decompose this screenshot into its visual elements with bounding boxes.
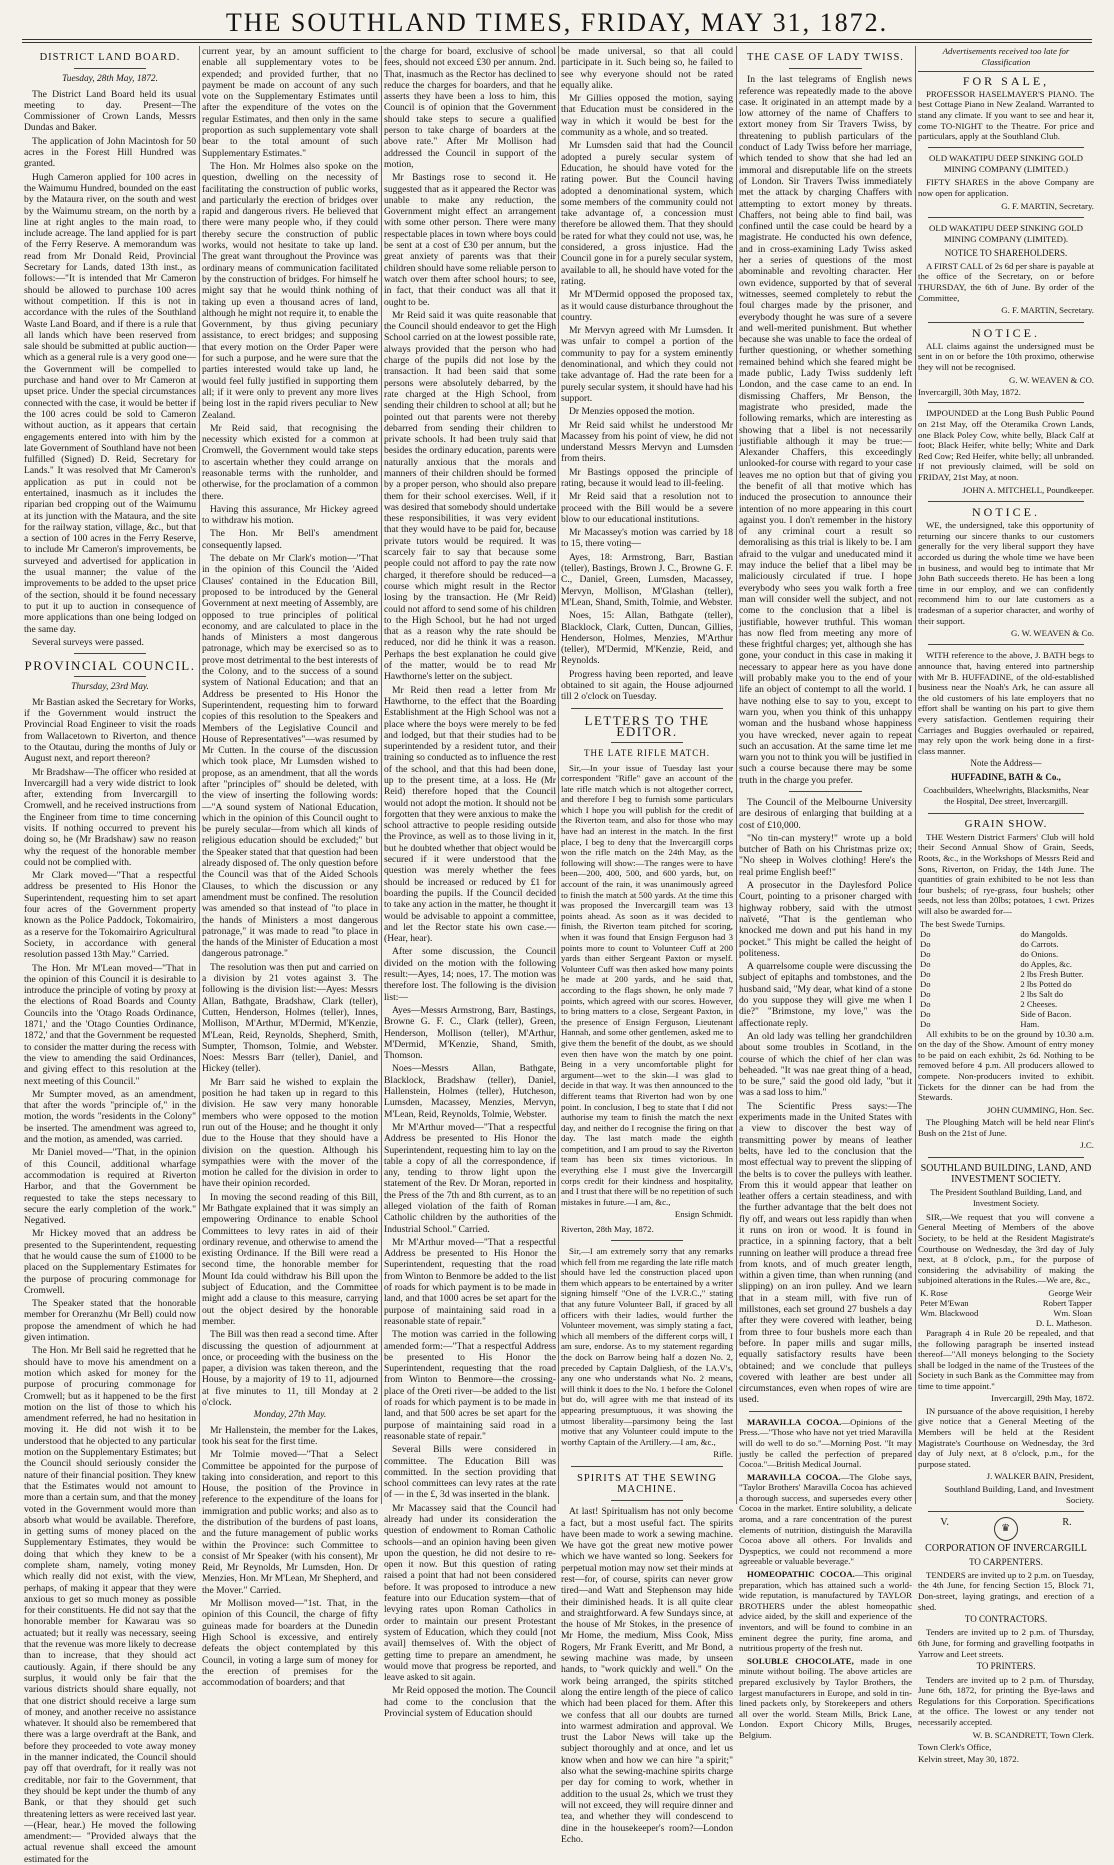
crest-icon: ♛ bbox=[994, 1517, 1018, 1541]
prize-col-b: do Carrots. bbox=[1020, 938, 1059, 949]
ad-text: WITH reference to the above, J. BATH begs to announce that, having entered into partnership with Mr B. HUFFADINE, of the old-established business near the Noah's Ark, he can assure all the old customers of his late employers that no effort shall be wanting on his part to give them every satisfaction. Gentlemen requiring their Carriages and Buggies overhauled or repaired, may rely upon the work being done in a first-class manner. bbox=[918, 650, 1094, 756]
divider bbox=[74, 676, 146, 677]
article-heading: THE CASE OF LADY TWISS. bbox=[747, 52, 904, 63]
paragraph: Mr Reid said whilst he understood Mr Macassey from his point of view, he did not understand Messrs Mervyn and Lumsden from theirs. bbox=[561, 419, 733, 465]
prize-row bbox=[918, 929, 1094, 939]
paragraph: Mr Reid opposed the motion. The Council had come to the conclusion that the Provincial system of Education should bbox=[384, 1685, 556, 1720]
prize-col-b: do Apples, &c. bbox=[1020, 958, 1072, 969]
prize-col-a: Do bbox=[920, 968, 931, 979]
cipher-letter: R. bbox=[1062, 1517, 1072, 1529]
paragraph: Mr Barr said he wished to explain the position he had taken up in regard to this division. He saw very many honorable members who were opposed to the motion run out of the House; and he thought it only due to the House that they should have a division on the question. Although his sympathies were with the mover of the motion he called for the division in order to have their opinion recorded. bbox=[202, 1076, 378, 1190]
divider bbox=[928, 644, 1084, 645]
divider bbox=[611, 742, 683, 743]
ad-signature: G. W. WEAVEN & CO. bbox=[1009, 374, 1094, 385]
paragraph: The Scientific Press says:—The experiments made in the United States with a view to discover the best way of transmitting power by means of leather belts, have led to the conclusion that the most effectual way to prevent the slipping of the belts is to cover the pulleys with leather. From this it would appear that leather on leather offers a certain steadiness, and with the further advantage that the belt does not fly off, and wears out less rapidly than when it runs on iron or wood. It is found in practice, in a spinning factory, that a belt running on leather will produce a thread free from knots, and of much greater length, within a given time, than when running (and slipping) on an iron pulley. And we learn that in a steam mill, with five run of millstones, each set ground 27 bushels a day after they were covered with leather, being from three to four bushels more each than before. In paper mills and sugar mills, equally satisfactory results have been obtained; and we conclude that pulleys covered with leather are best under all circumstances, even when ropes of wire are used. bbox=[739, 1100, 912, 1406]
paragraph: The Bill was then read a second time. After discussing the question of adjournment at once, or proceeding with the business on the paper, a division was taken thereon, and the House, by a majority of 19 to 11, adjourned at five minutes to 11, till Monday at 2 o'clock. bbox=[202, 1329, 378, 1409]
prize-row bbox=[918, 959, 1094, 969]
ad-signature: J. WALKER BAIN, President, bbox=[986, 1471, 1094, 1482]
prize-col-b: do Onions. bbox=[1020, 948, 1059, 959]
signatory-left: Peter M'Ewan bbox=[920, 1297, 969, 1308]
ad-title: MARAVILLA COCOA. bbox=[747, 1416, 842, 1427]
ad-text: All exhibits to be on the ground by 10.30 a.m. on the day of the Show. Amount of entry money to be paid on each exhibit, 2s 6d. Nothing to be removed before 4 p.m. All producers allowed to compete. Non-producers invited to exhibit. Tickets for the dinner can be had from the Stewards. bbox=[918, 1028, 1094, 1103]
ad-date: Invercargill, 29th May, 1872. bbox=[991, 1393, 1094, 1404]
ad-title: GRAIN SHOW. bbox=[964, 817, 1048, 830]
paragraph: An old lady was telling her grandchildren about some troubles in Scotland, in the course of which the chief of her clan was beheaded. "It was nae great thing of a head, to be sure," said the good old lady, "but it was a sad loss to him." bbox=[739, 1030, 912, 1099]
ad-text: made in one minute without boiling. The above articles are prepared exclusively by Taylor Brothers, the largest manufacturers in Europe, and sold in tin-lined packets only, by Storekeepers and others all over the world. Steam Mills, Brick Lane, London. Export Chicory Mills, Bruges, Belgium. bbox=[739, 1655, 912, 1740]
divider bbox=[789, 791, 862, 792]
ad-text: Tenders are invited up to 2 p.m. of Thursday, 6th June, for forming and gravelling footpaths in Yarrow and Leet streets. bbox=[918, 1627, 1094, 1659]
ad-addressee: The President Southland Building, Land, and Investment Society. bbox=[930, 1188, 1082, 1209]
paragraph: Mr Sumpter moved, as an amendment, that after the words "principle of," in the motion, the words "residents in the Colony" be inserted. The amendment was agreed to, and the motion, as amended, was carried. bbox=[24, 1088, 196, 1146]
ad-title: SOUTHLAND BUILDING, LAND, AND INVESTMENT SOCIETY. bbox=[920, 1162, 1092, 1185]
prize-row bbox=[918, 989, 1094, 999]
prize-row bbox=[918, 999, 1094, 1009]
paragraph: Dr Menzies opposed the motion. bbox=[569, 406, 695, 418]
paragraph: Progress having been reported, and leave obtained to sit again, the House adjourned till 2 o'clock on Tuesday. bbox=[561, 668, 733, 703]
paragraph: The Hon. Mr M'Lean moved—"That in the opinion of this Council it is desirable to introduce the principle of voting by proxy at the elections of Road Boards and County Councils into the 'Otago Roads Ordinance, 1871,' and the 'Otago Counties Ordinance, 1872,' and that the Government be requested to consider the matter during the recess with the view to amending the said Ordinances, and giving effect to this resolution at the next meeting of this Council." bbox=[24, 962, 196, 1087]
ad-subtitle: TO PRINTERS. bbox=[976, 1661, 1036, 1672]
chocolate-ad bbox=[739, 1656, 912, 1741]
prize-col-a: Do bbox=[920, 998, 931, 1009]
prize-col-b bbox=[1018, 919, 1094, 929]
prize-row bbox=[918, 919, 1094, 929]
ad-text: THE Western District Farmers' Club will hold their Second Annual Show of Grain, Seeds, Roots, &c., in the Workshops of Messrs Reid and Sons, Riverton, on Friday, the 14th June. The quantities of grain exhibited to be not less than four bushels; of rye-grass, four bushels; other seeds, not less than 20lbs; potatoes, 1 cwt. Prizes will also be awarded for— bbox=[918, 831, 1094, 917]
ad-signature: J.C. bbox=[1080, 1140, 1094, 1151]
ad-text: The Ploughing Match will be held near Flint's Bush on the 21st of June. bbox=[918, 1117, 1094, 1138]
article-date: Monday, 27th May. bbox=[253, 1410, 327, 1421]
divider bbox=[749, 1411, 902, 1412]
column-2 bbox=[202, 46, 379, 1689]
paragraph: Ayes—Messrs Armstrong, Barr, Bastings, Browne G. F. C., Clark (teller), Green, Henderson, Mollison (teller), M'Arthur, M'Dermid, M'Kenzie, Shand, Smith, Thomson. bbox=[384, 1004, 556, 1062]
ad-text: WE, the undersigned, take this opportunity of returning our sincere thanks to our customers generally for the very liberal support they have accorded us during the whole time we have been in business, and would beg to intimate that Mr John Bath succeeds thereto. He has been a long time in our employ, and we can confidently recommend him to our late customers as a tradesman of a superior character, and worthy of their support. bbox=[918, 520, 1094, 626]
paragraph: Mr Lumsden said that had the Council adopted a purely secular system of Education, he should have voted for the rating power. But the Council having adopted a denominational system, which some members of the community could not take advantage of, a concession must therefore be allowed them. That they should be rated for what they could not use, was, he considered, a gross injustice. Had the Council gone in for a purely secular system, available to all, he should have voted for the rating. bbox=[561, 140, 733, 287]
letter-dateline: Riverton, 28th May, 1872. bbox=[561, 1223, 654, 1234]
column-4 bbox=[561, 46, 733, 1845]
signatories bbox=[918, 1288, 1094, 1328]
paragraph: Mr Bastian asked the Secretary for Works, if the Government would instruct the Provincial Road Engineer to visit the roads from Wallacetown to Riverton, and thence to the Otautau, during the months of July or August next, and report thereon? bbox=[24, 696, 196, 765]
paragraph: Mr Reid said that a resolution not to proceed with the Bill would be a severe blow to our educational institutions. bbox=[561, 491, 733, 525]
letter-signature: Rifle. bbox=[713, 1449, 733, 1460]
prize-col-b: 2 lbs Fresh Butter. bbox=[1020, 968, 1084, 979]
column-divider bbox=[381, 46, 382, 1504]
paragraph: Mr Bastings rose to second it. He suggested that as it appeared the Rector was unable to make any reduction, the Government might effect an arrangement with some other person. There were many respectable places in town where boys could be sent at a cost of £30 per annum, but the great anxiety of parents was that their children should have some reliable person to watch over them after school hours; to see, in fact, that their conduct was all that it ought to be. bbox=[384, 172, 556, 308]
ad-signature: G. F. MARTIN, Secretary. bbox=[1001, 305, 1094, 316]
ad-text: SIR,—We request that you will convene a General Meeting of Members of the above Society, to be held at the Resident Magistrate's Courthouse on Wednesday, the 3rd day of July next, at 8 o'clock, p.m., for the purpose of considering the advisability of making the subjoined alterations in the Rules.—We are, &c., bbox=[918, 1211, 1094, 1286]
paragraph: Noes, 15: Allan, Bathgate (teller), Blacklock, Clark, Cutten, Duncan, Gillies, Henderson, Holmes, Menzies, M'Arthur (teller), M'Dermid, M'Kenzie, Reid, and Reynolds. bbox=[561, 610, 733, 667]
section-heading: LETTERS TO THE EDITOR. bbox=[584, 712, 710, 739]
paragraph: Hugh Cameron applied for 100 acres in the Waimumu Hundred, bounded on the east by the Mataura river, on the south and west by the Waimumu stream, on the north by a line at right angles to the main road, to include acreage. The land applied for is part of the Ferry Reserve. A memorandum was read from Mr Donald Reid, Provincial Secretary for Lands, dated 13th inst., as follows:—"It is intended that Mr Cameron should be allowed to purchase 100 acres without competition. If this is not in accordance with the rules of the Southland Waste Land Board, and if there is a rule that all lands which have been reserved from sale should be submitted at public auction—which as a general rule is a very good one—the Government will be compelled to purchase and hand over to Mr Cameron at upset price. Under the special circumstances connected with the case, it would be better if the 100 acres could be sold to Cameron without auction, as it appears that certain engagements entered into with him by the late Government of Southland have not been fulfilled (Signed) D. Reid, Secretary for Lands." It was resolved that Mr Cameron's application as put in could not be entertained, inasmuch as it includes the riparian bed cropping out of the Waimumu at its junction with the Mataura, and the site for the railway station, village, &c., but that a section of 100 acres in the Ferry Reserve, to include Mr Cameron's improvements, be surveyed and advertised for application in the usual manner; the value of the improvements to be added to the upset price of the section, should it be found necessary to put it up to auction in consequence of more applications than one being lodged on the same day. bbox=[24, 171, 196, 635]
paragraph: Mr Bradshaw—The officer who resided at Invercargill had a very wide district to look after, extending from Invercargill to Cromwell, and he received instructions from the Engineer from time to time concerning visits. If nothing occurred to prevent his doing so, he (Mr Bradshaw) saw no reason why the request of the honorable member could not be complied with. bbox=[24, 766, 196, 868]
ad-address-label: Note the Address— bbox=[970, 758, 1042, 769]
paragraph: "No tin-can mystery!" wrote up a bold butcher of Bath on his Christmas prize ox; "No sheep in Wolves clothing! Here's the real prime English beef!" bbox=[739, 832, 912, 878]
prize-col-b: do Mangolds. bbox=[1020, 928, 1068, 939]
divider bbox=[928, 217, 1084, 218]
paragraph: Several Bills were considered in committee. The Education Bill was committed. In the section providing that school committees can levy rates at the rate of — in the £, 3d was inserted in the blank. bbox=[384, 1444, 556, 1501]
ad-text: —This original preparation, which has attained such a world-wide reputation, is manufactured by TAYLOR BROTHERS under the ablest homeopathic advice aided, by the skill and experience of the inventors, and will be found to combine in an eminent degree the purity, fine aroma, and nutritious property of the fresh nut. bbox=[739, 1569, 912, 1654]
paragraph: In moving the second reading of this Bill, Mr Bathgate explained that it was simply an empowering Ordinance to enable School Committees to levy rates in aid of their ordinary revenue, and otherwise to amend the existing Ordinance. If the Bill were read a second time, the honorable member for Mount Ida could withdraw his Bill upon the subject of Education, and the Committee might add a clause to this measure, carrying out the object desired by the honorable member. bbox=[202, 1191, 378, 1327]
divider bbox=[928, 1511, 1084, 1512]
paragraph: The Hon. Mr Holmes also spoke on the question, dwelling on the necessity of facilitating the construction of public works, and particularly the erection of bridges over rapid and dangerous rivers. He believed that there were many people who, if they could thereby secure the construction of public works, would not hesitate to take up land. The great want throughout the Province was ordinary means of communication facilitated by the construction of bridges. For himself he might say that he would think nothing of taking up even a thousand acres of land, although he might not require it, to enable the Government, by thus giving pecuniary assistance, to erect bridges; and supposing that every motion on the Order Paper were for such a purpose, and he were sure that the parties interested would take up land, he would feel fully justified in supporting them all; if it were only to prevent any more lives being lost in the rapid rivers peculiar to New Zealand. bbox=[202, 160, 378, 421]
paragraph: Mr Bastings opposed the principle of rating, because it would lead to ill-feeling. bbox=[561, 466, 733, 489]
ad-text: —Opinions of the Press.—"Those who have not yet tried Maravilla will do well to do so."—Morning Post. "It may justly be called the perfection of prepared Cocoa."—British Medical Journal. bbox=[739, 1416, 913, 1470]
divider bbox=[789, 68, 862, 69]
paragraph: The Hon. Mr Bell's amendment consequently lapsed. bbox=[202, 528, 378, 551]
paragraph: A prosecutor in the Daylesford Police Court, pointing to a prisoner charged with highway robbery, said with the utmost naïveté, "That is the gentleman who knocked me down and put his hand in my pocket." This might be called the height of politeness. bbox=[739, 880, 912, 959]
cocoa-ad bbox=[739, 1569, 912, 1654]
ad-subtitle: NOTICE TO SHAREHOLDERS. bbox=[944, 247, 1068, 258]
ad-title: OLD WAKATIPU DEEP SINKING GOLD MINING COMPANY (LIMITED.) bbox=[929, 152, 1083, 175]
divider bbox=[928, 322, 1084, 323]
paragraph: Mr Reid then read a letter from Mr Hawthorne, to the effect that the Boarding Establishment at the High School was not a place where the boys were merely to be fed and lodged, but that their studies had to be superintended by a resident tutor, and their training so conducted as to influence the rest of the school, and that this had been done, up to the present time, at a loss. He (Mr Reid) therefore hoped that the Council would not adopt the motion. It should not be forgotten that they were anxious to make the school attractive to people residing outside the Province, as well as to those living in it, but he doubted whether that object would be secured if it were understood that the question was merely whether the fees should be increased or reduced by £1 for boarding the pupils. If the Council decided to take any action in the matter, he thought it would be advisable to appoint a committee, and let the Rector state his own case.—(Hear, hear). bbox=[384, 684, 556, 945]
ad-title: FOR SALE, bbox=[962, 73, 1050, 88]
divider bbox=[928, 501, 1084, 502]
paragraph: Mr Tolmie moved—"That a Select Committee be appointed for the purpose of taking into consideration, and report to this House, the position of the Province in reference to the expenditure of the loans for immigration and public works; and also as to the distribution of the burdens of past loans, and the future management of public works within the Province: such Committee to consist of Mr Speaker (with his consent), Mr Reid, Mr Reynolds, Mr Lumsden, Hon. Dr Menzies, Hon. Mr M'Lean, Mr Shepherd, and the Mover." Carried. bbox=[202, 1449, 378, 1596]
ad-text: ALL claims against the undersigned must be sent in on or before the 10th proximo, otherwise they will not be recognised. bbox=[918, 340, 1094, 372]
prize-row bbox=[918, 939, 1094, 949]
column-divider bbox=[199, 46, 200, 1504]
paragraph: Mr Gillies opposed the motion, saying that Education must be considered in the way in which it would be best for the community as a whole, and so treated. bbox=[561, 93, 733, 139]
prize-row bbox=[918, 979, 1094, 989]
paragraph: The motion was carried in the following amended form:—"That a respectful Address be presented to His Honor the Superintendent, requesting that the road from Winton to Benmore—the crossing-place of the Oreti river—be added to the list of roads for which payment is to be made in land, and that 500 acres be set apart for the purpose of maintaining said road in a reasonable state of repair." bbox=[384, 1329, 556, 1442]
divider bbox=[571, 708, 723, 709]
column-divider bbox=[736, 46, 737, 1504]
ad-title: HOMEOPATHIC COCOA. bbox=[747, 1569, 855, 1580]
letter-body: Sir,—I am extremely sorry that any remarks which fell from me regarding the late rifle match should have led the construction placed upon them which appears to be entertained by a writer signing himself "One of the I.V.R.C.," stating that any future Volunteer Ball, if graced by all officers with their ladies, would further the Volunteer movement, was simply stating a fact, which all members of the different corps will, I am sure, endorse. As to my statement regarding the dock on Barrow being half a dozen No. 2, preceded by Captain Dalgliesh, of the I.A.V's, any one who understands what No. 2 means, will think it does to the No. 1 before the Colonel but do, will agree with me that instead of its appearing presumptuous, it was showing the utmost liberality—parsimony being the last motive that any Volunteer could impute to the worthy Captain of the Artillery.—I am, &c., bbox=[561, 1246, 733, 1447]
prize-col-a: Do bbox=[920, 928, 931, 939]
ad-date: Invercargill, 30th May, 1872. bbox=[918, 386, 1021, 397]
signatory-left bbox=[918, 1318, 1008, 1328]
paragraph: Mr Reid said it was quite reasonable that the Council should endeavor to get the High School carried on at the lowest possible rate, always provided that the person who had charge of the pupils did not lose by the transaction. It had been said that some persons were absolutely debarred, by the rate charged at the High School, from sending their children to school at all; but he pointed out that parents were not thereby debarred from sending their children to private schools. It had been truly said that besides the ordinary education, parents were naturally anxious that the morals and manners of their children should be formed by a proper person, who should also prepare them for their school exercises. Well, if it was desired that somebody should undertake these responsibilities, it was very evident that they would have to be paid for, because private tutors would be required. It was scarcely fair to say that because some people could not afford to pay the rate now charged, it therefore should be reduced—a course which might result in the Rector losing by the transaction. He (Mr Reid) could not afford to send some of his children to the High School, but he had not urged that as a reason why the rate should be reduced, nor did he think it was a reason. Perhaps the best explanation he could give of the matter, would be to read Mr Hawthorne's letter on the subject. bbox=[384, 309, 556, 683]
paragraph: The resolution was then put and carried on a division by 21 votes against 3. The following is the division list:—Ayes: Messrs Allan, Bathgate, Bradshaw, Clark (teller), Cutten, Henderson, Holmes (teller), Innes, Mollison, M'Arthur, M'Dermid, M'Kenzie, M'Lean, Reid, Reynolds, Shepherd, Smith, Sumpter, Thomson, Tolmie, and Webster. Noes: Messrs Barr (teller), Daniel, and Hickey (teller). bbox=[202, 961, 378, 1075]
ad-subtitle: TO CONTRACTORS. bbox=[964, 1614, 1048, 1625]
ad-text: Paragraph 4 in Rule 20 be repealed, and that the following paragraph be inserted instead thereof—"All moneys belonging to the Society shall be lodged in the name of the Trustees of the Society in such Bank as the Committee may from time to time appoint." bbox=[918, 1327, 1094, 1391]
divider bbox=[928, 402, 1084, 403]
paragraph: the charge for board, exclusive of school fees, should not exceed £30 per annum. 2nd. That, inasmuch as the Rector has declined to reduce the charges for boarders, and that he asserts they have been a loss to him, this Council is of opinion that the Government should take steps to secure a qualified person to take charge of boarders at the above rate." After Mr Mollison had addressed the Council in support of the motion, bbox=[384, 46, 556, 170]
article-heading: DISTRICT LAND BOARD. bbox=[39, 52, 181, 63]
ad-signature: W. B. SCANDRETT, Town Clerk. bbox=[972, 1729, 1094, 1740]
prize-col-a: Do bbox=[920, 948, 931, 959]
paragraph: Mr Reid said, that recognising the necessity which existed for a common at Cromwell, the Government would take steps to ascertain whether they could arrange on reasonable terms with the runholder, and otherwise, for the proclamation of a common there. bbox=[202, 422, 378, 502]
cipher-letter: V. bbox=[940, 1517, 949, 1529]
paragraph: Mr Macassey said that the Council had already had under its consideration the question of endowment to Roman Catholic schools—and an opinion having been given upon the question, he did not desire to re-open it now. But this question of rating raised a point that had not been considered before. It was proposed to introduce a new feature into our Education system—that of levying rates upon Roman Catholics in order to maintain our present Protestant system of Education, which they could [not avail] themselves of. With the object of getting time to prepare an amendment, he would move that progress be reported, and leave asked to sit again. bbox=[384, 1502, 556, 1684]
prize-col-a: Do bbox=[920, 978, 931, 989]
ad-text: —The Globe says, "Taylor Brothers' Maravilla Cocoa has achieved a thorough success, and supersedes every other Cocoa in the market. Entire solubility, a delicate aroma, and a rare concentration of the purest elements of nutrition, distinguish the Maravilla Cocoa above all others. For Invalids and Dyspeptics, we could not recommend a more agreeable or valuable beverage." bbox=[739, 1471, 912, 1567]
signatory-right: Robert Tapper bbox=[1042, 1297, 1092, 1308]
prize-col-a: Do bbox=[920, 988, 931, 999]
paragraph: A quarrelsome couple were discussing the subject of epitaphs and tombstones, and the husband said, "My dear, what kind of a stone do you suppose they will give me when I die?" "Brimstone, my love," was the affectionate reply. bbox=[739, 961, 912, 1029]
paragraph: Noes—Messrs Allan, Bathgate, Blacklock, Bradshaw (teller), Daniel, Hallenstein, Holmes (teller), Hutcheson, Lumsden, Macassey, Menzies, Mervyn, M'Lean, Reid, Reynolds, Tolmie, Webster. bbox=[384, 1063, 556, 1120]
ad-signature: JOHN CUMMING, Hon. Sec. bbox=[986, 1104, 1094, 1115]
ad-text: PROFESSOR HASELMAYER'S PIANO. The best Cottage Piano in New Zealand. Warranted to stand any climate. If you want to see and hear it, come TO-NIGHT to the Theatre. For price and particulars, apply at the Southland Club. bbox=[918, 88, 1094, 142]
paragraph: Ayes, 18: Armstrong, Barr, Bastian (teller), Bastings, Brown J. C., Browne G. F. C., Daniel, Green, Lumsden, Macassey, Mervyn, Mollison, M'Glashan (teller), M'Lean, Shand, Smith, Tolmie, and Webster. bbox=[561, 551, 733, 608]
column-6-advertisements bbox=[918, 46, 1094, 1765]
paragraph: Mr Clark moved—"That a respectful address be presented to His Honor the Superintendent, requesting him to set apart four acres of the Government property known as the Police Paddock, Tokomairiro, as a reserve for the Tokomairiro Agricultural Society, in accordance with general resolution passed 13th May." Carried. bbox=[24, 870, 196, 961]
paragraph: Mr Mollison moved—"1st. That, in the opinion of this Council, the charge of fifty guineas made for boarders at the Dunedin High School is excessive, and entirely defeats the object contemplated by this Council, in voting a large sum of money for the erection of premises for the accommodation of boarders; and that bbox=[202, 1598, 378, 1689]
ad-office: Town Clerk's Office, bbox=[918, 1741, 992, 1752]
prize-col-a: Do bbox=[920, 938, 931, 949]
paragraph: The debate on Mr Clark's motion—"That in the opinion of this Council the 'Aided Clauses' contained in the Education Bill, proposed to be introduced by the General Government at next meeting of Assembly, are opposed to true principles of political economy, and are calculated to place in the hands of Ministers a most dangerous patronage, which may be exercised so as to prove most detrimental to the best interests of the Colony, and to the success of a sound system of National Education; and that an Address be presented to His Honor the Superintendent, requesting him to forward copies of this resolution to the Speakers and Members of the Legislative Council and House of Representatives"—was resumed by Mr Cutten. In the course of the discussion which took place, Mr Lumsden wished to propose, as an amendment, that all the words after "principles of" should be deleted, with the view of inserting the following words:—"A sound system of National Education, which in the opinion of this Council ought to be purely secular—from which all kinds of religious education should be excluded;" but the Speaker stated that that question had been already disposed of. The only question before the Council was that of the Aided Schools Clauses, to which the discussion or any amendment must be confined. The resolution was amended so that instead of "to place in the hands of Ministers a most dangerous patronage," it was made to read "to place in the hands of the Minister of Education a most dangerous patronage." bbox=[202, 553, 379, 960]
signatory-right: D. L. Matheson. bbox=[1035, 1317, 1092, 1328]
column-3 bbox=[384, 46, 556, 1720]
signatory-row bbox=[918, 1318, 1094, 1328]
article-date: Tuesday, 28th May, 1872. bbox=[62, 74, 158, 85]
ad-subtitle: TO CARPENTERS. bbox=[969, 1556, 1043, 1567]
prize-col-b: Side of Bacon. bbox=[1020, 1008, 1072, 1019]
ad-text: IN pursuance of the above requisition, I hereby give notice that a General Meeting of the Members will be held at the Resident Magistrate's Courthouse on Wednesday, the 3rd day of July next, at 8 o'clock, p.m., for the purpose stated. bbox=[918, 1405, 1094, 1469]
paragraph: Having this assurance, Mr Hickey agreed to withdraw his motion. bbox=[202, 503, 378, 527]
prize-row bbox=[918, 969, 1094, 979]
divider bbox=[928, 147, 1084, 148]
signatory-row bbox=[918, 1308, 1094, 1318]
article-heading: PROVINCIAL COUNCIL. bbox=[24, 658, 196, 674]
paragraph: Mr Mervyn agreed with Mr Lumsden. It was unfair to compel a portion of the community to pay for a system eminently denominational, and which they could not take advantage of. Had the rate been for a purely secular system, it should have had his support. bbox=[561, 325, 733, 404]
ad-text: TENDERS are invited up to 2 p.m. on Tuesday, the 4th June, for fencing Section 15, Block 71, Don-street, laying gratings, and erection of a shed. bbox=[918, 1569, 1094, 1612]
prize-col-b: Ham. bbox=[1020, 1018, 1040, 1029]
ad-text: FIFTY SHARES in the above Company are now open for application. bbox=[918, 177, 1094, 199]
paragraph: Mr Macassey's motion was carried by 18 to 15, there voting— bbox=[561, 527, 733, 550]
article-heading: THE LATE RIFLE MATCH. bbox=[584, 748, 710, 759]
prize-col-b: 2 Cheeses. bbox=[1020, 998, 1058, 1009]
ad-title: NOTICE. bbox=[972, 504, 1040, 519]
paragraph: The Hon. Mr Bell said he regretted that he should have to move his amendment on a motion which asked for money for the purpose of procuring commonage for Cromwell; but as it happened to be the first motion on the list of those to which his amendment referred, he had no hesitation in moving it. He did not wish it to be understood that he objected to any particular motion on the Supplementary Estimates; but the Council should seriously consider the nature of their financial position. They knew that the Estimates would not amount to more than a certain sum, and that the money voted in the Government would more than absorb what would be available. Therefore, in getting sums of money placed on the Supplementary Estimates, they would be doing that which they knew to be a complete sham, namely, voting money which really did not exist, with the view, perhaps, of making it appear that they were anxious to get so much money as possible for their constituents. He did not say that the honorable member for Kawarau was so actuated; but it really was necessary, seeing that the revenue was more likely to decrease than to increase, that they should act cautiously. Again, if there should be any surplus, it would only be fair that the various districts should share equally, not that one district should receive a large sum of money, and another receive no assistance whatever. It should also be remembered that there was a large overdraft at the Bank, and before they proceeded to vote away money in the manner indicated, the Council should pay off that overdraft, for it really was not creditable, nor fair to the Government, that they should be kept under the thumb of any Bank, or that they should get such threatening letters as were received last year.—(Hear, hear.) He moved the following amendment:— "Provided always that the actual revenue shall exceed the amount estimated for the bbox=[24, 1345, 196, 1865]
masthead-rule bbox=[22, 39, 1092, 40]
divider bbox=[571, 1466, 723, 1467]
column-5 bbox=[739, 46, 913, 1740]
signatory-row bbox=[918, 1288, 1094, 1298]
paragraph: The District Land Board held its usual meeting to day. Present—The Commissioner of Crown Lands, Messrs Dundas and Baker. bbox=[24, 88, 196, 134]
letter-signature: Ensign Schmidt. bbox=[674, 1209, 733, 1220]
letter-body: Sir,—In your issue of Tuesday last your correspondent "Rifle" gave an account of the late rifle match which is not altogether correct, and therefore I beg to furnish some particulars which I hope you will publish for the credit of the Riverton team, and also for those who may have had an interest in the match. In the first place, I beg to deny that the Invercargill corps won the rifle match on the 24th May, as the following will show:—The ranges were to have been—200, 400, 500, and 600 yards, but, on account of the rain, it was unanimously agreed to finish the match at 500 yards. At the time this was proposed the Invercargill team was 13 points ahead. As soon as it was decided to finish, the Riverton team pitched for scoring, when it was found that Ensign Ferguson had 3 points more to count to Volunteer Cuff at 200 yards than either Sergeant Paxton or myself. Volunteer Cuff was then asked how many points he made at 200 yards, and he said that, according to the flags shown, he only made 7 points, which agreed with our scores. However, to bring matters to a close, Sergeant Paxton, in the presence of Ensign Ferguson, Lieutenant Hannah, and some other gentlemen, asked me to give them the benefit of the doubt, as we should even then have won the match by one point. Being in a very uncomfortable plight for argument—wet to the skin—I was glad to decide in that way. It was then announced to the different teams that Riverton had won by one point. In conclusion, I beg to state that I did not authorise my team to finish the match the next day, and neither do I recognise the firing on that day. The last match made the eighth competition, and I am proud to say the Riverton team has been six times victorious. In everything else I must give the Invercargill corps credit for their kindness and hospitality, and I trust that there will be no repetition of such mistakes in future.—I am, &c., bbox=[561, 762, 733, 1207]
prize-row bbox=[918, 1009, 1094, 1019]
paragraph: Mr M'Arthur moved—"That a respectful Address be presented to His Honor the Superintendent, requesting that the road from Winton to Benmore be added to the list of roads for which payment is to be made in land, and that 1000 acres be set apart for the purpose of maintaining said road in a reasonable state of repair." bbox=[384, 1236, 556, 1327]
paragraph: Mr Daniel moved—"That, in the opinion of this Council, additional wharfage accommodation is required at Riverton Harbor, and that the Government be requested to take the steps necessary to secure the early completion of the work." Negatived. bbox=[24, 1147, 196, 1227]
divider bbox=[928, 813, 1084, 814]
prize-col-a: Do bbox=[920, 1018, 931, 1029]
divider bbox=[928, 1157, 1084, 1158]
ad-title: OLD WAKATIPU DEEP SINKING GOLD MINING COMPANY (LIMITED). bbox=[929, 222, 1083, 245]
ad-signature: G. F. MARTIN, Secretary. bbox=[1001, 200, 1094, 211]
paragraph: Mr Hickey moved that an address be presented to the Superintendent, requesting that he would cause the sum of £1000 to be placed on the Supplementary Estimates for the purpose of procuring commonage for Cromwell. bbox=[24, 1228, 196, 1296]
ad-text: IMPOUNDED at the Long Bush Public Pound on 21st May, off the Oteramika Crown Lands, one Black Poley Cow, white belly, Black Calf at foot; Black Heifer, white belly; White and Dark Red Cow; Red Heifer, white belly; all unbranded. If not previously claimed, will be sold on FRIDAY, 21st May, at noon. bbox=[918, 408, 1094, 483]
divider bbox=[611, 1500, 683, 1501]
prize-col-b: 2 lbs Salt do bbox=[1020, 988, 1064, 999]
paragraph: current year, by an amount sufficient to enable all supplementary votes to be expended; and provided further, that no payment be made on account of any such vote on the Supplementary Estimates until after the expenditure of the votes on the regular Estimates, and then only in the same proportion as such supplementary vote shall bear to the total amount of such Supplementary Estimates." bbox=[202, 46, 378, 159]
divider bbox=[74, 653, 146, 654]
column-divider bbox=[915, 46, 916, 1504]
ad-address: Coachbuilders, Wheelwrights, Blacksmiths, Near the Hospital, Dee street, Invercargill. bbox=[923, 785, 1089, 807]
article-date: Thursday, 23rd May. bbox=[71, 682, 149, 693]
prize-list bbox=[918, 919, 1094, 1029]
paragraph: The Council of the Melbourne University are desirous of enlarging that building at a cost of £10,000. bbox=[739, 797, 912, 831]
cocoa-ad bbox=[739, 1472, 912, 1567]
paragraph: be made universal, so that all could participate in it. Such being so, he failed to see why everyone should not be rated equally alike. bbox=[561, 46, 733, 91]
paragraph: Mr Hallenstein, the member for the Lakes, took his seat for the first time. bbox=[202, 1424, 378, 1447]
prize-col-b: 2 lbs Potted do bbox=[1020, 978, 1072, 989]
classification-notice: Advertisements received too late for Classification bbox=[918, 46, 1094, 72]
ad-title: CORPORATION OF INVERCARGILL bbox=[925, 1543, 1087, 1555]
ad-title: MARAVILLA COCOA. bbox=[747, 1471, 841, 1482]
prize-row bbox=[918, 1019, 1094, 1029]
ad-text: A FIRST CALL of 2s 6d per share is payable at the office of the Secretary, on or before THURSDAY, the 6th of June. By order of the Committee, bbox=[918, 260, 1094, 303]
paragraph: Several surveys were passed. bbox=[32, 636, 144, 648]
signatory-right: George Weir bbox=[1048, 1287, 1092, 1298]
signatory-left: K. Rose bbox=[920, 1287, 948, 1298]
signatory-right: Wm. Sloan bbox=[1053, 1307, 1092, 1318]
paragraph: The Speaker stated that the honorable member for Oreranzhu (Mr Bell) could now propose the amendment of which he had given intimation. bbox=[24, 1298, 196, 1344]
cocoa-ad bbox=[739, 1417, 912, 1470]
ad-signature: G. W. WEAVEN & Co. bbox=[1010, 628, 1094, 639]
paragraph: Mr M'Arthur moved—"That a respectful Address be presented to His Honor the Superintendent, requesting him to lay on the table a copy of all the correspondence, if any, tending to throw light upon the statement of the Rev. Dr Moran, reported in the Press of the 7th and 8th current, as to an alleged violation of the faith of Roman Catholic children by the authorities of the Industrial School." Carried. bbox=[384, 1121, 556, 1235]
prize-col-a: Do bbox=[920, 958, 931, 969]
ad-signature: JOHN A. MITCHELL, Poundkeeper. bbox=[962, 484, 1094, 495]
ad-date: Kelvin street, May 30, 1872. bbox=[918, 1754, 1019, 1765]
royal-cipher bbox=[918, 1517, 1094, 1541]
newspaper-title: THE SOUTHLAND TIMES, FRIDAY, MAY 31, 1872. bbox=[225, 8, 889, 37]
ad-text: Tenders are invited up to 2 p.m. of Thursday, June 6th, 1872, for printing the Bye-laws and Regulations for this Corporation. Specifications at the office. The lowest or any tender not necessarily accepted. bbox=[918, 1674, 1094, 1727]
article-heading: SPIRITS AT THE SEWING MACHINE. bbox=[577, 1472, 717, 1495]
paragraph: In the last telegrams of English news reference was repeatedly made to the above case. It originated in an attempt made by a low attorney of the name of Chaffers to extort money from Sir Travers Twiss, by threatening to publish particulars of the conduct of Lady Twiss before her marriage, which tended to show that she had led an immoral and disreputable life on the streets of London. Sir Travers Twiss immediately met the attack by charging Chaffers with attempting to extort money by threats. Chaffers, not being able to find bail, was confined until the case could be heard by a magistrate. He conducted his own defence, and in cross-examining Lady Twiss asked her a series of questions of the most abominable and revolting character. Her own evidence, supported by that of several witnesses, seemed completely to rebut the foul charges made by the prisoner, and everybody thought he was sure of a severe and well-merited punishment. But whether because she was unable to face the ordeal of further questioning, or whether something remained behind which she feared might be made public, Lady Twiss suddenly left London, and the case came to an end. In dismissing Chaffers, Mr Benson, the magistrate who presided, made the following remarks, which are interesting as showing that a libel is not necessarily justifiable although it may be true:—Alexander Chaffers, this exceedingly unlooked-for course with regard to your case leaves me no option but that of giving you the benefit of all that motive which has induced the prosecution to announce their intention of no more appearing in this court against you. I don't remember in the history of any criminal court a result so demoralising as this trial is likely to be. I am afraid to the vulgar and uneducated mind it may induce the belief that a libel may be maliciously circulated if true. I hope everybody who sees you walk forth a free man will consider well the subject, and not come to the conclusion that a libel is justifiable, however truthful. This woman has now fled from meeting any more of these frightful charges; yet, although she has gone, your conduct in this case in making it necessary to appear here as you have done will probably make you to the end of your life an object of contempt to all the world. I have nothing else to say to you, except to warn you, when you think of this unhappy woman and the husband whose happiness you have wrecked, never again to repeat such an accusation. At the same time let me warn you not to think you will be justified in such a course because there may be some truth in the charge you prefer. bbox=[739, 74, 912, 786]
masthead bbox=[0, 0, 1114, 38]
divider bbox=[611, 1240, 683, 1241]
paragraph: At last! Spiritualism has not only become a fact, but a most useful fact. The spirits have been made to work a sewing machine. We have got the great new motive power which we have wanted so long. Seekers for perpetual motion may now set their minds at rest—for, of course, spirits can never grow tired—and Watt and Stephenson may hide their diminished heads. It is all quite clear and straightforward. A few Sundays since, at the house of Mr Stokes, in the presence of Mr Home, the medium, Miss Cook, Miss Rogers, Mr Frank Everitt, and Mr Bond, a sewing machine was made, by unseen hands, to "work quickly and well." On the work being arranged, the spirits stitched along the entire length of the piece of calico which had been placed for them. After this we confess that all our doubts are turned into warmest admiration and approval. We trust the Labor News will take up the subject thoroughly and at once, and let us know when and how we can hire "a spirit;" also what the sewing-machine spirits charge per day for coming to work, whether in addition to the usual 2s, which we trust they will not exceed, they will require dinner and tea, and whether they will condescend to dine in the housekeeper's room?—London Echo. bbox=[561, 1506, 733, 1845]
signatory-row bbox=[918, 1298, 1094, 1308]
divider bbox=[74, 68, 146, 69]
prize-col-a: The best Swede Turnips. bbox=[920, 918, 1005, 929]
column-1 bbox=[24, 46, 196, 1865]
paragraph: The application of John Macintosh for 50 acres in the Forest Hill Hundred was granted. bbox=[24, 135, 196, 170]
column-divider bbox=[558, 46, 559, 1504]
prize-col-a: Do bbox=[920, 1008, 931, 1019]
signatory-left: Wm. Blackwood bbox=[920, 1307, 979, 1318]
ad-signature: Southland Building, Land, and Investment Society. bbox=[944, 1483, 1094, 1505]
prize-row bbox=[918, 949, 1094, 959]
ad-firm-name: HUFFADINE, BATH & Co., bbox=[951, 771, 1061, 782]
paragraph: Mr M'Dermid opposed the proposed tax, as it would cause disturbance throughout the country. bbox=[561, 289, 733, 323]
ad-title: SOLUBLE CHOCOLATE, bbox=[747, 1655, 854, 1666]
masthead-rule bbox=[22, 42, 1092, 43]
ad-title: NOTICE. bbox=[972, 325, 1040, 340]
paragraph: After some discussion, the Council divided on the motion with the following result:—Ayes, 14; noes, 17. The motion was therefore lost. The following is the division list:— bbox=[384, 946, 556, 1003]
